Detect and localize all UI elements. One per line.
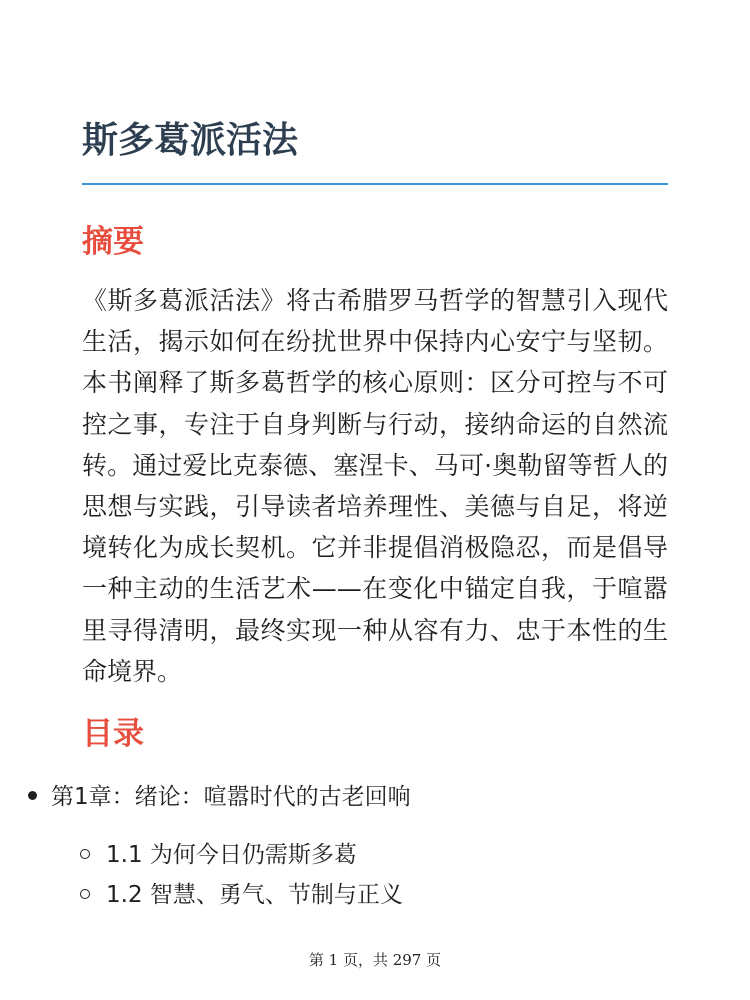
page-footer: 第 1 页，共 297 页 [308,951,442,969]
bullet-circle-icon [80,849,90,859]
document-title: 斯多葛派活法 [82,120,299,161]
summary-heading: 摘要 [82,224,144,260]
toc-item-chapter-1[interactable] [28,780,411,814]
toc-item-label: 1.2 智慧、勇气、节制与正义 [106,882,403,908]
toc-item-label: 第1章：绪论：喧嚣时代的古老回响 [51,784,411,810]
bullet-circle-icon [80,889,90,899]
toc-item-section-1-2[interactable] [80,878,403,912]
summary-paragraph: 《斯多葛派活法》将古希腊罗马哲学的智慧引入现代生活，揭示如何在纷扰世界中保持内心安宁与坚韧。本书阐释了斯多葛哲学的核心原则：区分可控与不可控之事，专注于自身判断与行动，接纳命运的自然流转。通过爱比克泰德、塞涅卡、马可·奥勒留等哲人的思想与实践，引导读者培养理性、美德与自足，将逆境转化为成长契机。它并非提倡消极隐忍，而是倡导一种主动的生活艺术——在变化中锚定自我，于喧嚣里寻得清明，最终实现一种从容有力、忠于本性的生命境界。 [82,286,668,686]
bullet-disc-icon [28,791,37,800]
toc-heading: 目录 [82,716,144,752]
title-divider [82,183,668,185]
toc-item-label: 1.1 为何今日仍需斯多葛 [106,842,357,868]
toc-item-section-1-1[interactable] [80,838,357,872]
